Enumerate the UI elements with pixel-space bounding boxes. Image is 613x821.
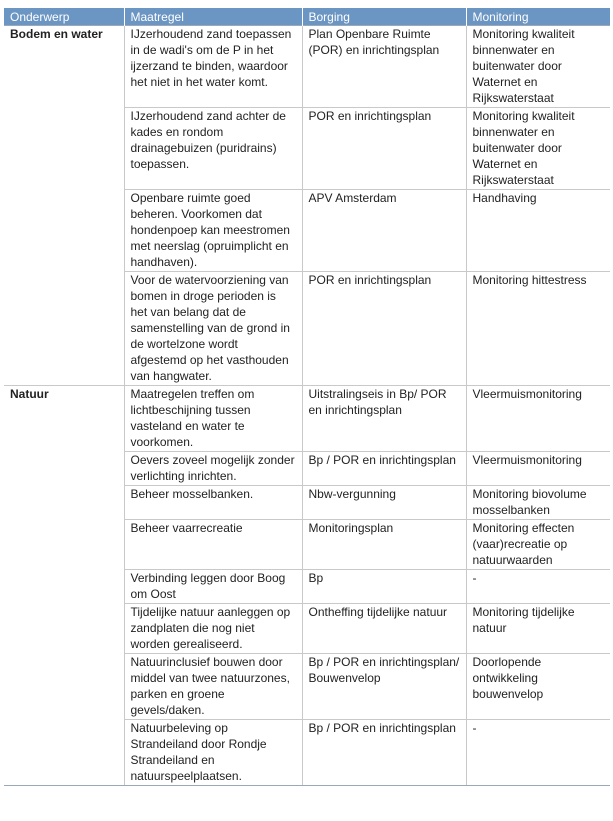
- monitoring-cell: Monitoring effecten (vaar)recreatie op natuurwaarden: [466, 520, 610, 570]
- borging-cell: Bp / POR en inrichtingsplan: [302, 452, 466, 486]
- monitoring-cell: Monitoring tijdelijke natuur: [466, 604, 610, 654]
- subject-cell: Bodem en water: [4, 26, 124, 386]
- monitoring-cell: Vleermuismonitoring: [466, 386, 610, 452]
- monitoring-cell: Monitoring biovolume mosselbanken: [466, 486, 610, 520]
- header-onderwerp: Onderwerp: [4, 8, 124, 26]
- maatregel-cell: Natuurbeleving op Strandeiland door Rondje Strandeiland en natuurspeelplaatsen.: [124, 720, 302, 786]
- header-borging: Borging: [302, 8, 466, 26]
- borging-cell: POR en inrichtingsplan: [302, 272, 466, 386]
- monitoring-cell: Monitoring kwaliteit binnenwater en buitenwater door Waternet en Rijkswaterstaat: [466, 26, 610, 108]
- header-monitoring: Monitoring: [466, 8, 610, 26]
- maatregel-cell: Beheer vaarrecreatie: [124, 520, 302, 570]
- measures-table: [4, 8, 611, 785]
- maatregel-cell: Voor de watervoorziening van bomen in droge perioden is het van belang dat de samenstelling van de grond in de wortelzone wordt afgestemd op het vasthouden van hangwater.: [124, 272, 302, 386]
- maatregel-cell: IJzerhoudend zand achter de kades en rondom drainagebuizen (puridrains) toepassen.: [124, 108, 302, 190]
- header-maatregel: Maatregel: [124, 8, 302, 26]
- maatregel-cell: IJzerhoudend zand toepassen in de wadi's om de P in het ijzerzand te binden, waardoor het niet in het water komt.: [124, 26, 302, 108]
- table-row: [4, 26, 610, 108]
- monitoring-cell: Monitoring hittestress: [466, 272, 610, 386]
- monitoring-cell: -: [466, 720, 610, 786]
- borging-cell: Nbw-vergunning: [302, 486, 466, 520]
- table-row: [4, 386, 610, 452]
- monitoring-cell: Handhaving: [466, 190, 610, 272]
- borging-cell: Bp: [302, 570, 466, 604]
- borging-cell: POR en inrichtingsplan: [302, 108, 466, 190]
- borging-cell: Ontheffing tijdelijke natuur: [302, 604, 466, 654]
- maatregel-cell: Maatregelen treffen om lichtbeschijning tussen vasteland en water te voorkomen.: [124, 386, 302, 452]
- borging-cell: Bp / POR en inrichtingsplan/ Bouwenvelop: [302, 654, 466, 720]
- monitoring-cell: Monitoring kwaliteit binnenwater en buitenwater door Waternet en Rijkswaterstaat: [466, 108, 610, 190]
- table-body: [4, 26, 610, 786]
- maatregel-cell: Beheer mosselbanken.: [124, 486, 302, 520]
- subject-cell: Natuur: [4, 386, 124, 786]
- monitoring-cell: Doorlopende ontwikkeling bouwenvelop: [466, 654, 610, 720]
- maatregel-cell: Tijdelijke natuur aanleggen op zandplaten die nog niet worden gerealiseerd.: [124, 604, 302, 654]
- maatregel-cell: Oevers zoveel mogelijk zonder verlichting inrichten.: [124, 452, 302, 486]
- monitoring-cell: -: [466, 570, 610, 604]
- monitoring-cell: Vleermuismonitoring: [466, 452, 610, 486]
- maatregel-cell: Natuurinclusief bouwen door middel van twee natuurzones, parken en groene gevels/daken.: [124, 654, 302, 720]
- table-header-row: [4, 8, 610, 26]
- borging-cell: APV Amsterdam: [302, 190, 466, 272]
- borging-cell: Uitstralingseis in Bp/ POR en inrichtingsplan: [302, 386, 466, 452]
- table-bottom-rule: [4, 785, 610, 786]
- borging-cell: Bp / POR en inrichtingsplan: [302, 720, 466, 786]
- borging-cell: Plan Openbare Ruimte (POR) en inrichtingsplan: [302, 26, 466, 108]
- maatregel-cell: Verbinding leggen door Boog om Oost: [124, 570, 302, 604]
- maatregel-cell: Openbare ruimte goed beheren. Voorkomen dat hondenpoep kan meestromen met neerslag (opruimplicht en handhaven).: [124, 190, 302, 272]
- borging-cell: Monitoringsplan: [302, 520, 466, 570]
